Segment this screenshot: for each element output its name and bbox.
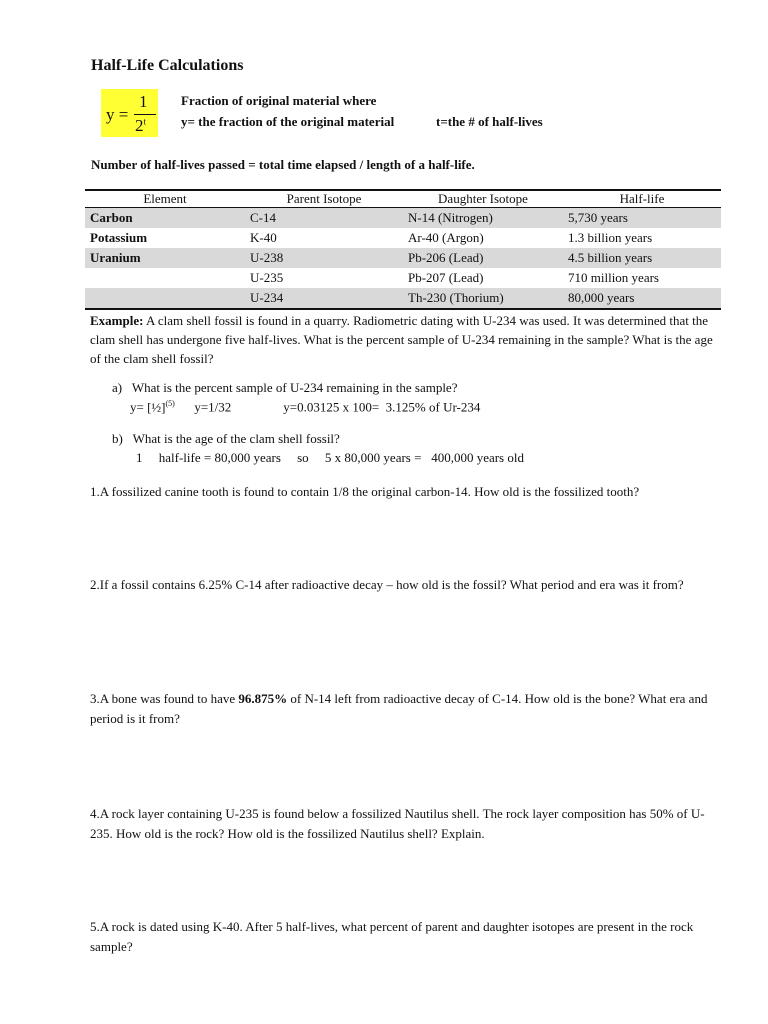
question-4: 4.A rock layer containing U-235 is found below a fossilized Nautilus shell. The rock layer composition has 50% of U-235. How old is the rock? How old is the fossilized Nautilus shell? Explain.: [90, 806, 705, 841]
cell-element: Carbon: [85, 208, 245, 229]
example-paragraph: [90, 311, 720, 368]
part-b-label: b): [112, 431, 123, 446]
cell-half-life: 4.5 billion years: [563, 248, 721, 268]
isotope-table: [85, 189, 721, 310]
question-2: 2.If a fossil contains 6.25% C-14 after radioactive decay – how old is the fossil? What period and era was it from?: [90, 577, 684, 592]
table-row: [85, 288, 721, 309]
example-text: A clam shell fossil is found in a quarry. Radiometric dating with U-234 was used. It was determined that the clam shell has undergone five half-lives. What is the percent sample of U-234 remaining in the sample? What is the age of the clam shell fossil?: [90, 313, 713, 366]
cell-half-life: 710 million years: [568, 270, 659, 285]
formula-numerator: 1: [139, 92, 148, 111]
header-parent-isotope: Parent Isotope: [245, 190, 403, 208]
cell-daughter: Pb-206 (Lead): [403, 248, 563, 268]
table-header-row: [85, 190, 721, 208]
part-a-label: a): [112, 380, 123, 395]
example-part-a-answer: [130, 399, 480, 415]
table-row: [85, 248, 721, 268]
formula-denominator: 2$^t$: [135, 116, 147, 135]
formula-note-3: t=the # of half-lives: [436, 114, 543, 129]
table-row: [85, 268, 721, 288]
question-3-highlight: 96.875%: [238, 691, 288, 706]
page-title: Half-Life Calculations: [91, 57, 244, 74]
cell-half-life: 80,000 years: [563, 288, 721, 309]
part-a-answer-rest: y=1/32 y=0.03125 x 100= 3.125% of Ur-234: [174, 399, 481, 415]
cell-parent: U-235: [250, 270, 284, 285]
part-a-answer-base: y= [½]: [130, 399, 166, 415]
cell-daughter: Th-230 (Thorium): [403, 288, 563, 309]
cell-element: [85, 268, 245, 288]
part-b-text: What is the age of the clam shell fossil?: [132, 431, 340, 446]
cell-parent: K-40: [250, 230, 277, 245]
cell-parent: U-238: [245, 248, 403, 268]
cell-half-life: 1.3 billion years: [568, 230, 653, 245]
cell-half-life: 5,730 years: [563, 208, 721, 229]
formula-box: [101, 89, 158, 137]
cell-element: [85, 288, 245, 309]
formula-lhs: y =: [106, 105, 129, 124]
example-part-a-question: [112, 380, 457, 396]
cell-element: Potassium: [90, 230, 148, 245]
table-row: [85, 228, 721, 248]
cell-element: Uranium: [85, 248, 245, 268]
formula-note-1: Fraction of original material where: [181, 93, 377, 108]
formula-exponent: t: [143, 116, 147, 127]
question-3: 3.A bone was found to have 96.875% of N-14 left from radioactive decay of C-14. How old is the bone? What era and period is it from?: [90, 691, 708, 726]
example-label: Example:: [90, 313, 144, 328]
half-lives-rule: Number of half-lives passed = total time elapsed / length of a half-life.: [91, 157, 475, 172]
example-part-b-answer: 1 half-life = 80,000 years so 5 x 80,000 years = 400,000 years old: [136, 450, 524, 465]
question-5: 5.A rock is dated using K-40. After 5 half-lives, what percent of parent and daughter isotopes are present in the rock sample?: [90, 919, 694, 954]
table-row: [85, 208, 721, 229]
cell-parent: U-234: [245, 288, 403, 309]
cell-daughter: Pb-207 (Lead): [408, 270, 484, 285]
part-a-text: What is the percent sample of U-234 remaining in the sample?: [131, 380, 458, 395]
header-half-life: Half-life: [563, 190, 721, 208]
cell-daughter: Ar-40 (Argon): [408, 230, 484, 245]
cell-daughter: N-14 (Nitrogen): [403, 208, 563, 229]
example-part-b-question: [112, 431, 340, 447]
cell-parent: C-14: [245, 208, 403, 229]
header-element: Element: [85, 190, 245, 208]
question-1: 1.A fossilized canine tooth is found to contain 1/8 the original carbon-14. How old is the fossilized tooth?: [90, 484, 640, 499]
header-daughter-isotope: Daughter Isotope: [403, 190, 563, 208]
fraction-bar: [134, 114, 156, 115]
formula-note-2: y= the fraction of the original material: [181, 114, 395, 129]
part-a-answer-exponent: (5): [165, 399, 175, 408]
